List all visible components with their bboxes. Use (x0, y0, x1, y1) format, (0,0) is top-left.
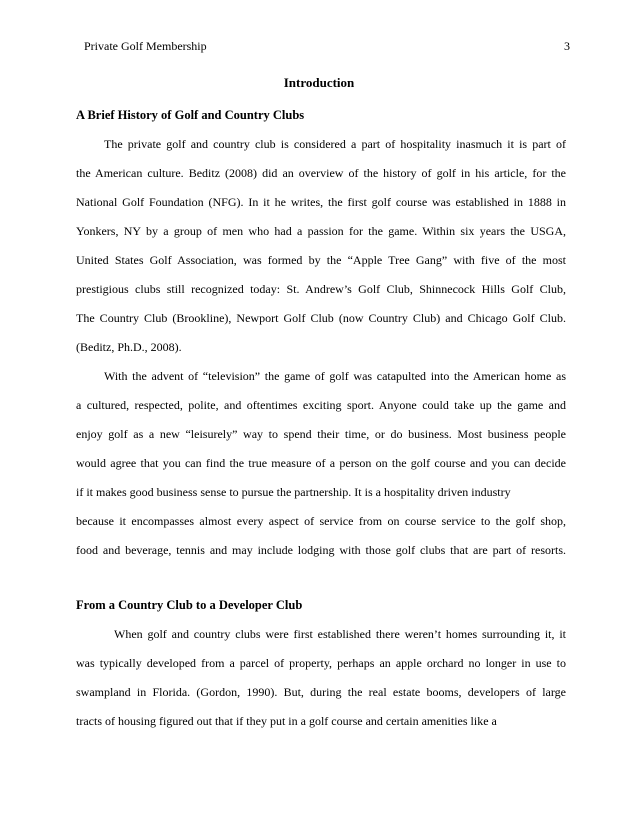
paragraph-line: Yonkers, NY by a group of men who had a passion for the game. Within six years the USGA, (76, 224, 566, 238)
paragraph-line: enjoy golf as a new “leisurely” way to spend their time, or do business. Most business people (76, 427, 566, 441)
paragraph-line: if it makes good business sense to pursue the partnership. It is a hospitality driven industry (76, 485, 511, 499)
paragraph-line: With the advent of “television” the game of golf was catapulted into the American home as (104, 369, 566, 383)
paragraph-line: swampland in Florida. (Gordon, 1990). But, during the real estate booms, developers of large (76, 685, 566, 699)
paragraph-line: When golf and country clubs were first established there weren’t homes surrounding it, it (114, 627, 566, 641)
page-title: Introduction (283, 75, 355, 90)
page-number: 3 (564, 39, 570, 53)
paragraph-line: because it encompasses almost every aspect of service from on course service to the golf shop, (76, 514, 566, 528)
paragraph-line: tracts of housing figured out that if they put in a golf course and certain amenities like a (76, 714, 497, 728)
paragraph-line: The Country Club (Brookline), Newport Golf Club (now Country Club) and Chicago Golf Club. (76, 311, 566, 325)
paragraph-line: the American culture. Beditz (2008) did an overview of the history of golf in his article, for the (76, 166, 566, 180)
paragraph-line: National Golf Foundation (NFG). In it he writes, the first golf course was established in 1888 in (76, 195, 566, 209)
running-head: Private Golf Membership (84, 39, 207, 53)
paragraph-line: (Beditz, Ph.D., 2008). (76, 340, 182, 354)
paragraph-line: would agree that you can find the true measure of a person on the golf course and you can decide (76, 456, 566, 470)
paragraph-line: United States Golf Association, was formed by the “Apple Tree Gang” with five of the most (76, 253, 566, 267)
paragraph-line: food and beverage, tennis and may include lodging with those golf clubs that are part of resorts. (76, 543, 566, 557)
paragraph-line: a cultured, respected, polite, and oftentimes exciting sport. Anyone could take up the game and (76, 398, 566, 412)
section-heading-history: A Brief History of Golf and Country Clubs (76, 108, 305, 122)
paragraph-line: prestigious clubs still recognized today: St. Andrew’s Golf Club, Shinnecock Hills Golf Club, (76, 282, 566, 296)
paragraph-line: The private golf and country club is considered a part of hospitality inasmuch it is part of (104, 137, 566, 151)
section-heading-developer-club: From a Country Club to a Developer Club (76, 598, 303, 612)
paragraph-line: was typically developed from a parcel of property, perhaps an apple orchard no longer in use to (76, 656, 566, 670)
